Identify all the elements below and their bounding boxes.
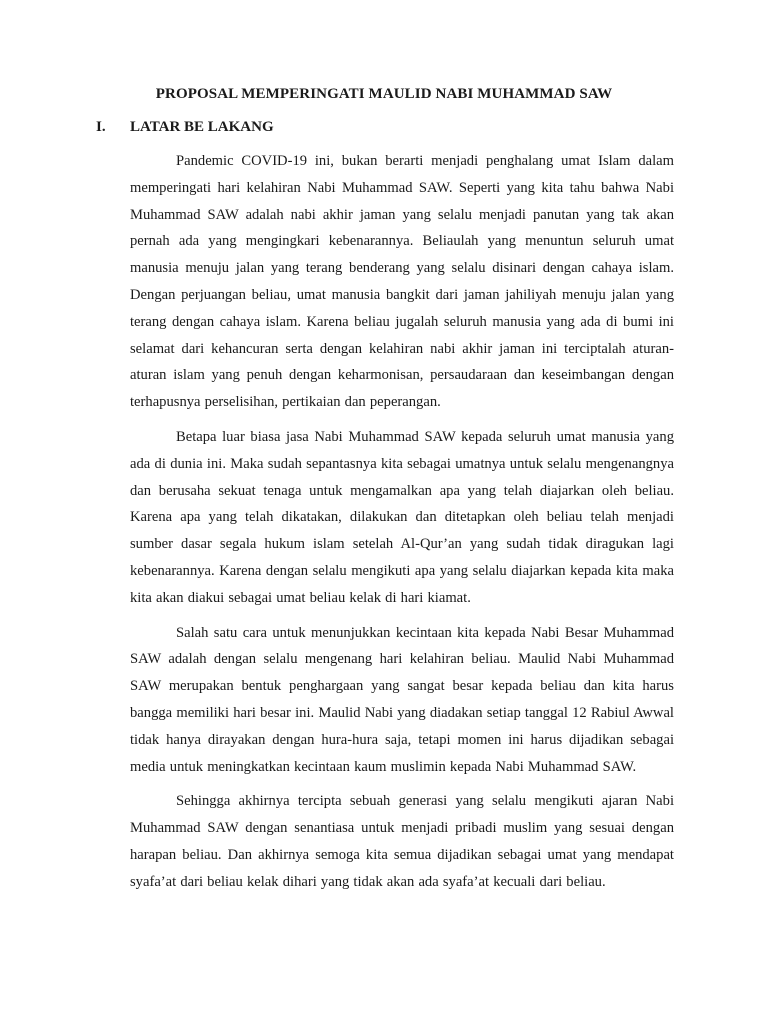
- section-number: I.: [96, 119, 106, 135]
- paragraph-3: Salah satu cara untuk menunjukkan kecintaan kita kepada Nabi Besar Muhammad SAW adalah dengan selalu mengenang hari kelahiran beliau. Maulid Nabi Muhammad SAW merupakan bentuk penghargaan yang sangat besar kepada beliau dan kita harus bangga memiliki hari besar ini. Maulid Nabi yang diadakan setiap tanggal 12 Rabiul Awwal tidak hanya dirayakan dengan hura-hura saja, tetapi momen ini harus dijadikan sebagai media untuk meningkatkan kecintaan kaum muslimin kepada Nabi Muhammad SAW.: [130, 624, 674, 775]
- paragraph-4: Sehingga akhirnya tercipta sebuah generasi yang selalu mengikuti ajaran Nabi Muhammad SAW dengan senantiasa untuk menjadi pribadi muslim yang sesuai dengan harapan beliau. Dan akhirnya semoga kita semua dijadikan sebagai umat yang mendapat syafa’at dari beliau kelak dihari yang tidak akan ada syafa’at kecuali dari beliau.: [130, 793, 674, 890]
- section-body: [130, 148, 674, 904]
- paragraph-2: Betapa luar biasa jasa Nabi Muhammad SAW kepada seluruh umat manusia yang ada di dunia ini. Maka sudah sepantasnya kita sebagai umatnya untuk selalu mengenangnya dan berusaha sekuat tenaga untuk mengamalkan apa yang telah diajarkan oleh beliau. Karena apa yang telah dikatakan, dilakukan dan ditetapkan oleh beliau telah menjadi sumber dasar segala hukum islam setelah Al-Qur’an yang sudah tidak diragukan lagi kebenarannya. Karena dengan selalu mengikuti apa yang selalu diajarkan kepada kita maka kita akan diakui sebagai umat beliau kelak di hari kiamat.: [130, 428, 674, 606]
- section-heading: [96, 119, 672, 136]
- document-title: PROPOSAL MEMPERINGATI MAULID NABI MUHAMMAD SAW: [155, 86, 613, 102]
- section-title: LATAR BE LAKANG: [130, 119, 274, 135]
- paragraph-1: Pandemic COVID-19 ini, bukan berarti menjadi penghalang umat Islam dalam memperingati hari kelahiran Nabi Muhammad SAW. Seperti yang kita tahu bahwa Nabi Muhammad SAW adalah nabi akhir jaman yang selalu menjadi panutan yang tak akan pernah ada yang mengingkari kebenarannya. Beliaulah yang menuntun seluruh umat manusia menuju jalan yang terang benderang yang selalu disinari dengan cahaya islam. Dengan perjuangan beliau, umat manusia bangkit dari jaman jahiliyah menuju jalan yang terang dengan cahaya islam. Karena beliau jugalah seluruh manusia yang ada di bumi ini selamat dari kehancuran serta dengan kelahiran nabi akhir jaman ini terciptalah aturan-aturan islam yang penuh dengan keharmonisan, persaudaraan dan keseimbangan dengan terhapusnya perselisihan, pertikaian dan peperangan.: [130, 153, 674, 411]
